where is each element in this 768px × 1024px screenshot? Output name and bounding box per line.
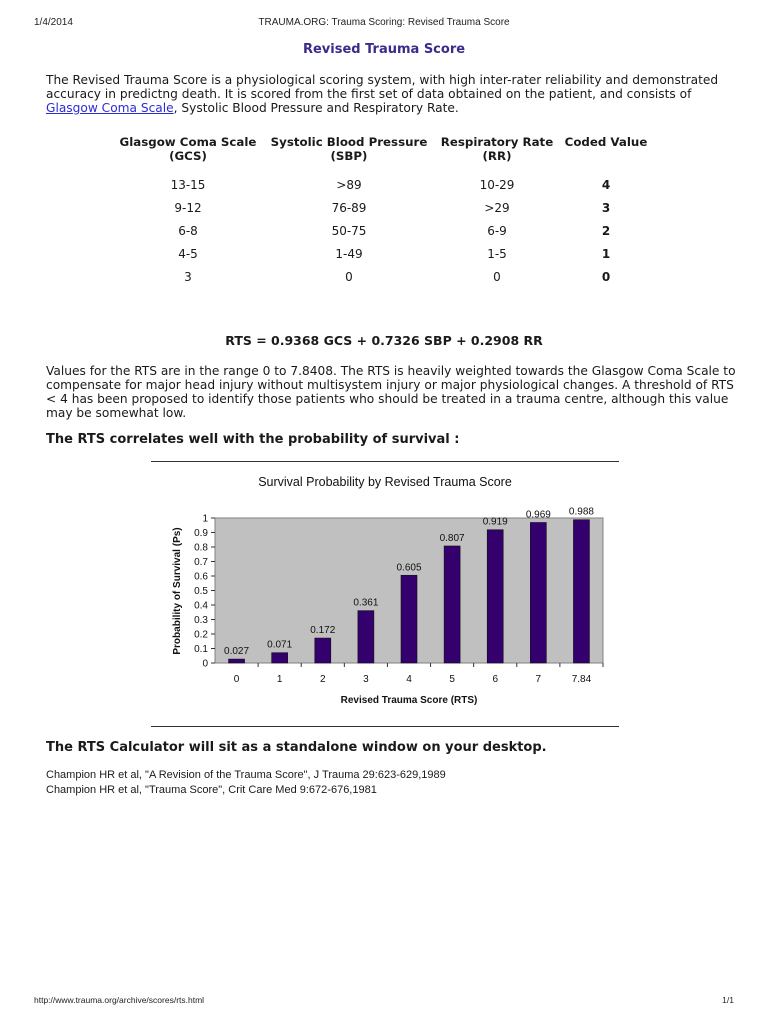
header-rr-line2: (RR) <box>482 149 512 163</box>
x-tick-label: 2 <box>319 674 326 685</box>
print-page-number: 1/1 <box>722 995 734 1005</box>
rts-coding-table <box>108 133 648 288</box>
bar <box>358 611 374 663</box>
values-paragraph: Values for the RTS are in the range 0 to 7.8408. The RTS is heavily weighted towards the Glasgow Coma Scale to compensate for major head injury without multisystem injury or major physiological changes. A threshold of RTS < 4 has been proposed to identify those patients who should be treated in a trauma centre, although this value may be somewhat low. <box>46 364 736 420</box>
cell-sbp: 50-75 <box>331 223 367 238</box>
survival-chart-svg <box>151 466 619 722</box>
cell-rr: 6-9 <box>487 223 507 238</box>
print-url: http://www.trauma.org/archive/scores/rts.html <box>34 995 205 1005</box>
cell-sbp: 1-49 <box>335 246 363 261</box>
rts-formula: RTS = 0.9368 GCS + 0.7326 SBP + 0.2908 RR <box>225 333 543 348</box>
cell-rr: >29 <box>484 200 510 215</box>
y-tick-label: 0.4 <box>194 600 208 612</box>
x-tick-label: 1 <box>276 674 283 685</box>
y-tick-label: 0.1 <box>194 644 208 655</box>
bar-data-label: 0.361 <box>353 597 379 609</box>
table-row <box>108 173 648 196</box>
bar-data-label: 0.172 <box>310 625 336 637</box>
cell-gcs: 3 <box>184 269 192 284</box>
table-row <box>108 219 648 242</box>
cell-rr: 10-29 <box>479 177 515 192</box>
bar-data-label: 0.605 <box>396 562 422 574</box>
chart-top-rule <box>151 461 619 462</box>
cell-coded-value: 0 <box>601 269 611 284</box>
bar <box>444 546 460 663</box>
cell-coded-value: 4 <box>601 177 611 192</box>
glasgow-coma-scale-link[interactable]: Glasgow Coma Scale <box>46 101 174 115</box>
y-tick-label: 0.2 <box>194 629 208 641</box>
cell-rr: 1-5 <box>487 246 507 261</box>
bar-data-label: 0.969 <box>525 509 551 521</box>
cell-gcs: 9-12 <box>174 200 202 215</box>
x-axis-label: Revised Trauma Score (RTS) <box>340 695 478 706</box>
y-tick-label: 0.8 <box>194 542 208 554</box>
intro-text-before-link: The Revised Trauma Score is a physiological scoring system, with high inter-rater reliability and demonstrated accuracy in predictng death. It is scored from the first set of data obtained on the patient, and consists of <box>46 73 719 101</box>
bar-data-label: 0.071 <box>267 639 293 651</box>
y-axis-label: Probability of Survival (Ps) <box>172 527 183 655</box>
bar <box>272 653 288 663</box>
x-tick-label: 7 <box>535 674 542 685</box>
survival-chart <box>151 466 619 722</box>
table-row <box>108 196 648 219</box>
header-sbp <box>268 133 430 173</box>
cell-rr: 0 <box>493 269 501 284</box>
y-tick-label: 0 <box>202 658 208 670</box>
bar <box>487 530 503 663</box>
chart-bottom-rule <box>151 726 619 727</box>
chart-title: Survival Probability by Revised Trauma Score <box>258 475 512 489</box>
table-row <box>108 265 648 288</box>
header-rr-line1: Respiratory Rate <box>440 135 554 149</box>
header-gcs-line1: Glasgow Coma Scale <box>119 135 257 149</box>
y-tick-label: 0.7 <box>194 557 208 568</box>
bar-data-label: 0.919 <box>482 516 508 528</box>
print-header <box>34 17 734 31</box>
cell-coded-value: 1 <box>601 246 611 261</box>
cell-coded-value: 2 <box>601 223 611 238</box>
reference-item: Champion HR et al, "A Revision of the Trauma Score", J Trauma 29:623-629,1989 <box>46 769 446 781</box>
y-tick-label: 0.9 <box>194 528 208 539</box>
y-tick-label: 0.5 <box>194 586 208 597</box>
x-tick-label: 7.84 <box>571 674 592 685</box>
x-tick-label: 0 <box>233 674 240 685</box>
intro-text-after-link: , Systolic Blood Pressure and Respiratory Rate. <box>173 101 459 115</box>
bar <box>229 659 245 663</box>
print-page-title: TRAUMA.ORG: Trauma Scoring: Revised Trauma Score <box>258 17 510 28</box>
reference-item: Champion HR et al, "Trauma Score", Crit Care Med 9:672-676,1981 <box>46 784 377 796</box>
x-tick-label: 3 <box>363 674 369 685</box>
calculator-note: The RTS Calculator will sit as a standalone window on your desktop. <box>46 740 547 755</box>
table-header-row <box>108 133 648 173</box>
x-axis-ticks <box>234 663 603 685</box>
x-tick-label: 6 <box>492 674 499 685</box>
y-tick-label: 0.6 <box>194 571 208 583</box>
bar <box>530 522 546 663</box>
cell-gcs: 13-15 <box>170 177 206 192</box>
document-title: Revised Trauma Score <box>302 42 466 57</box>
bar-data-label: 0.988 <box>568 506 594 518</box>
bar-data-label: 0.027 <box>224 646 250 658</box>
header-coded-value-line1: Coded Value <box>564 135 648 149</box>
y-tick-label: 0.3 <box>194 615 208 626</box>
y-axis-ticks <box>194 514 215 670</box>
bar <box>401 575 417 663</box>
x-tick-label: 4 <box>406 674 412 685</box>
correlates-heading: The RTS correlates well with the probability of survival : <box>46 432 460 447</box>
cell-gcs: 6-8 <box>178 223 198 238</box>
cell-gcs: 4-5 <box>178 246 198 261</box>
header-rr <box>430 133 564 173</box>
header-gcs-line2: (GCS) <box>169 149 207 163</box>
header-sbp-line1: Systolic Blood Pressure <box>270 135 428 149</box>
print-date: 1/4/2014 <box>34 17 73 28</box>
header-gcs <box>108 133 268 173</box>
y-tick-label: 1 <box>202 513 208 525</box>
print-footer <box>34 995 734 1009</box>
cell-coded-value: 3 <box>601 200 611 215</box>
table-row <box>108 242 648 265</box>
cell-sbp: >89 <box>336 177 362 192</box>
header-coded-value <box>564 133 648 173</box>
bar-data-label: 0.807 <box>439 532 465 544</box>
bar <box>573 520 589 663</box>
x-tick-label: 5 <box>449 674 455 685</box>
bar <box>315 638 331 663</box>
cell-sbp: 76-89 <box>331 200 367 215</box>
references <box>46 768 446 798</box>
cell-sbp: 0 <box>345 269 353 284</box>
intro-paragraph <box>46 73 736 115</box>
header-sbp-line2: (SBP) <box>330 149 368 163</box>
